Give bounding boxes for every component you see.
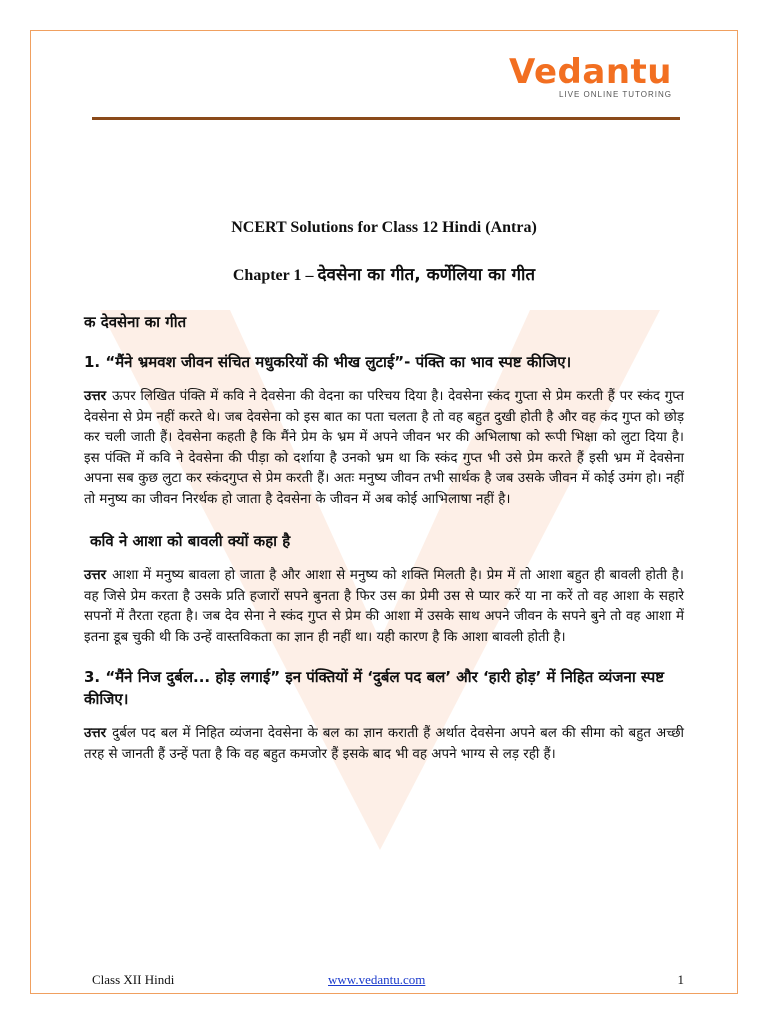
question-2: कवि ने आशा को बावली क्यों कहा है <box>90 532 291 550</box>
section-heading: क देवसेना का गीत <box>84 313 187 331</box>
document-title: NCERT Solutions for Class 12 Hindi (Antra) <box>231 219 537 236</box>
page-number: 1 <box>677 972 684 987</box>
logo-tagline: LIVE ONLINE TUTORING <box>558 90 672 99</box>
chapter-prefix: Chapter 1 – <box>232 267 318 284</box>
question-3: 3. “मैंने निज दुर्बल... होड़ लगाई” इन पंक्तियों में ‘दुर्बल पद बल’ और ‘हारी होड़’ में निहित व्यंजना स्पष्ट कीजिए। <box>84 668 665 708</box>
logo-wordmark: Vedantu <box>509 52 672 92</box>
footer-website-link[interactable]: www.vedantu.com <box>328 972 426 987</box>
answer-text: ऊपर लिखित पंक्ति में कवि ने देवसेना की वेदना का परिचय दिया है। देवसेना स्कंद गुप्ता से प्रेम करती हैं पर स्कंद गुप्त देवसेना से प्रेम नहीं करते थे। जब देवसेना को इस बात का पता चलता है तो वह बहुत दुखी होती है और वह कंद गुप्त को छोड़ कर चली जाती हैं। देवसेना कहती है कि मैंने प्रेम के भ्रम में अपने जीवन भर की अभिलाषा को रूपी भिक्षा को लुटा दिया है। इस पंक्ति में कवि ने देवसेना की पीड़ा को दर्शाया है उनको भ्रम था कि स्कंद गुप्त भी उसे प्रेम करते हैं इसी भ्रम में देवसेना अपना सब कुछ लुटा कर स्कंदगुप्त से प्रेम करती हैं। अतः मनुष्य जीवन तभी सार्थक है जब उसके जीवन में कोई उमंग हो। नहीं तो मनुष्य का जीवन निरर्थक हो जाता है देवसेना के जीवन में अब कोई आभिलाषा नहीं है। <box>84 389 684 507</box>
chapter-title <box>84 262 684 289</box>
answer-text: आशा में मनुष्य बावला हो जाता है और आशा से मनुष्य को शक्ति मिलती है। प्रेम में तो आशा बहुत ही बावली होती है। वह जिसे प्रेम करता है उसके प्रति हजारों सपने बुनता है फिर उस का प्रेमी उस से प्यार करें या ना करें तो वह आशा के सहारे सपनों में तैरता रहता है। जब देव सेना ने स्कंद गुप्त से प्रेम की आशा में उसके साथ अपने जीवन के सपने बुने तो वह आशा में इतना डूब चुकी थी कि उन्हें वास्तविकता का ज्ञान ही नहीं था। यही कारण है कि आशा बावली होती है। <box>84 568 684 645</box>
answer-3 <box>84 724 684 765</box>
answer-label: उत्तर <box>84 389 107 404</box>
document-body <box>84 216 684 765</box>
chapter-title-hindi: देवसेना का गीत, कर्णेलिया का गीत <box>317 265 536 285</box>
header-divider <box>92 117 680 120</box>
answer-label: उत्तर <box>84 726 107 741</box>
footer-class-label: Class XII Hindi <box>92 972 175 987</box>
page-footer <box>92 972 684 992</box>
answer-label: उत्तर <box>84 568 107 583</box>
answer-2 <box>84 566 684 648</box>
question-1: 1. “मैंने भ्रमवश जीवन संचित मधुकरियों की भीख लुटाई”- पंक्ति का भाव स्पष्ट कीजिए। <box>84 353 572 371</box>
answer-text: दुर्बल पद बल में निहित व्यंजना देवसेना के बल का ज्ञान कराती हैं अर्थात देवसेना अपने बल की सीमा को बहुत अच्छी तरह से जानती हैं उन्हें पता है कि वह बहुत कमजोर हैं इसके बाद भी वह अपने भाग्य से लड़ रही हैं। <box>84 726 684 762</box>
vedantu-logo <box>509 52 672 99</box>
answer-1 <box>84 387 684 510</box>
